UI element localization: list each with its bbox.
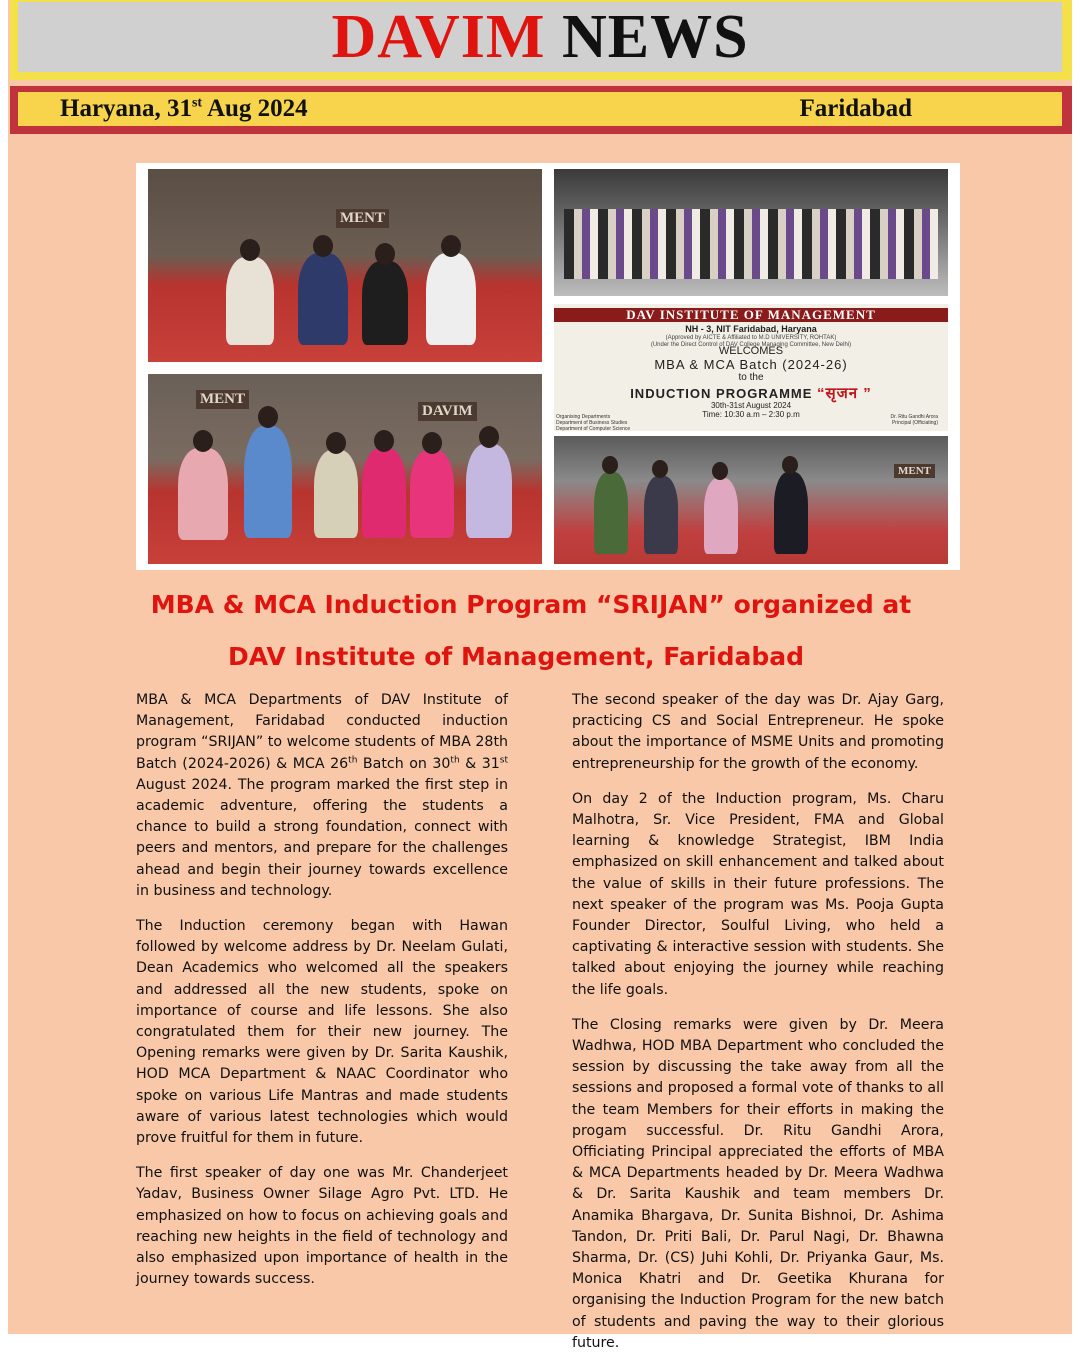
person-figure [410, 450, 454, 538]
person-head [652, 460, 668, 478]
date-bar [10, 86, 1072, 134]
photo-faculty-stage [148, 374, 542, 564]
person-figure [178, 448, 228, 540]
page-margin-right [1072, 0, 1080, 1334]
person-head [374, 430, 394, 452]
banner-srijan: “सृजन ” [817, 385, 872, 402]
sign-ment: MENT [336, 209, 389, 228]
ordinal-suffix: th [450, 754, 460, 765]
person-head [326, 432, 346, 454]
banner-principal [828, 414, 938, 426]
banner-principal-title: Principal (Officiating) [891, 420, 938, 426]
issue-date-suffix: st [191, 95, 203, 111]
banner-organisers-line: Organising Departments [556, 414, 611, 420]
date-bar-panel [18, 92, 1062, 126]
banner-approval-line: (Approved by AICTE & Affiliated to M.D UNIVERSITY, ROHTAK) [665, 335, 837, 341]
masthead-panel [18, 2, 1062, 72]
person-figure [244, 426, 292, 538]
person-head [313, 235, 333, 257]
person-head [422, 432, 442, 454]
article-paragraph: On day 2 of the Induction program, Ms. Charu Malhotra, Sr. Vice President, FMA and Global learning & knowledge Strategist, IBM India emphasized on skill enhancement and talked about the value of skills in their future professions. The next speaker of the program was Ms. Pooja Gupta Founder Director, Soulful Living, who held a captivating & interactive session with students. She talked about enjoying the journey while reaching the life goals. [572, 790, 944, 998]
banner-welcomes: WELCOMES [718, 345, 784, 357]
person-head [479, 426, 499, 448]
person-figure [298, 253, 348, 345]
person-figure [774, 472, 808, 554]
person-figure [466, 444, 512, 538]
photo-group [554, 169, 948, 296]
person-head [240, 239, 260, 261]
article-paragraph: The Closing remarks were given by Dr. Meera Wadhwa, HOD MBA Department who concluded the session by discussing the take away from all the sessions and proposed a formal vote of thanks to all the team Members for their efforts in making the progam successful. Dr. Ritu Gandhi Arora, Officiating Principal appreciated the efforts of MBA & MCA Departments headed by Dr. Meera Wadhwa & Dr. Sarita Kaushik and team members Dr. Anamika Bhargava, Dr. Sunita Bishnoi, Dr. Ashima Tandon, Dr. Priti Bali, Dr. Parul Nagi, Dr. Bhawna Sharma, Dr. (CS) Juhi Kohli, Dr. Priyanka Gaur, Ms. Monica Khatri and Dr. Geetika Khurana for organising the Induction Program for the new batch of students and paving the way to their glorious future. [572, 1016, 944, 1351]
sign-davim: DAVIM [418, 402, 477, 421]
article-column-right [572, 690, 944, 1368]
photo-speaker-presentation [554, 436, 948, 564]
article-headline-line-2: DAV Institute of Management, Faridabad [227, 642, 805, 671]
banner-time-line: Time: 10:30 a.m – 2:30 p.m [702, 410, 800, 419]
title-news: NEWS [561, 3, 749, 71]
person-figure [426, 253, 476, 345]
banner-to-the: to the [738, 372, 764, 383]
article-text: August 2024. The program marked the first step in academic adventure, offering the students a chance to build a strong foundation, connect with peers and mentors, and prepare for the challenges ahead and begin their journey towards excellence in business and technology. [136, 776, 508, 899]
photo-collage [136, 163, 960, 570]
person-figure [704, 478, 738, 554]
issue-date-rest: Aug 2024 [202, 95, 308, 122]
article-paragraph: The Induction ceremony began with Hawan followed by welcome address by Dr. Neelam Gulati, Dean Academics who welcomed all the speakers and addressed all the new students, spoke on importance of course and life lessons. She also congratulated them for their new journey. The Opening remarks were given by Dr. Sarita Kaushik, HOD MCA Department & NAAC Coordinator who spoke on various Life Mantras and made students aware of various latest technologies which would prove fruitful for them in future. [136, 918, 508, 1147]
banner-organisers [556, 414, 686, 432]
sign-ment: MENT [894, 464, 935, 478]
article-paragraph [136, 690, 508, 902]
page-margin-left [0, 0, 8, 1334]
person-figure [226, 257, 274, 345]
article-text: Batch on 30 [357, 755, 451, 772]
banner-principal-name: Dr. Ritu Gandhi Arora [890, 414, 938, 420]
person-head [712, 462, 728, 480]
issue-date-place: Haryana, 31 [60, 95, 192, 122]
ordinal-suffix: st [499, 754, 508, 765]
article-column-left [136, 690, 508, 1304]
person-head [441, 235, 461, 257]
banner-induction-text: INDUCTION PROGRAMME [630, 386, 813, 401]
article-paragraph: The first speaker of day one was Mr. Chanderjeet Yadav, Business Owner Silage Agro Pvt. LTD. He emphasized on how to focus on achieving goals and reaching new heights in the field of technology and also emphasized upon importance of health in the journey towards success. [136, 1165, 508, 1288]
banner-induction [566, 383, 936, 403]
article-text: MBA & MCA Departments of DAV Institute of Management, Faridabad conducted induction program “SRIJAN” to welcome students of MBA 28th Batch (2024-2026) & MCA 26 [136, 692, 508, 772]
person-head [258, 406, 278, 428]
person-head [602, 456, 618, 474]
banner-organisers-line: Department of Computer Science [556, 426, 631, 432]
photo-welcome-banner [554, 304, 948, 431]
banner-title: DAV INSTITUTE OF MANAGEMENT [554, 308, 948, 322]
person-figure [362, 448, 406, 538]
issue-city: Faridabad [799, 95, 912, 122]
issue-date [60, 95, 308, 123]
person-head [375, 243, 395, 265]
article-text: & 31 [459, 755, 500, 772]
person-figure [644, 476, 678, 554]
banner-batch: MBA & MCA Batch (2024-26) [654, 357, 848, 372]
sign-ment: MENT [196, 390, 249, 409]
photo-felicitation-stage [148, 169, 542, 362]
article-headline-line-1: MBA & MCA Induction Program “SRIJAN” organized at [150, 590, 912, 619]
newsletter-title [331, 3, 749, 71]
banner-date-line: 30th-31st August 2024 [710, 401, 792, 410]
person-head [782, 456, 798, 474]
ordinal-suffix: th [348, 754, 358, 765]
person-figure [362, 261, 408, 345]
title-davim: DAVIM [331, 3, 546, 71]
banner-address: NH - 3, NIT Faridabad, Haryana [685, 324, 817, 334]
person-head [193, 430, 213, 452]
banner-organisers-line: Department of Business Studies [556, 420, 628, 426]
group-of-students [564, 209, 938, 279]
article-paragraph: The second speaker of the day was Dr. Ajay Garg, practicing CS and Social Entrepreneur. He spoke about the importance of MSME Units and promoting entrepreneurship for the growth of the economy. [572, 692, 944, 772]
banner-control-line: (Under the Direct Control of DAV College Managing Committee, New Delhi) [650, 342, 852, 348]
person-figure [314, 450, 358, 538]
masthead [10, 0, 1072, 80]
person-figure [594, 472, 628, 554]
